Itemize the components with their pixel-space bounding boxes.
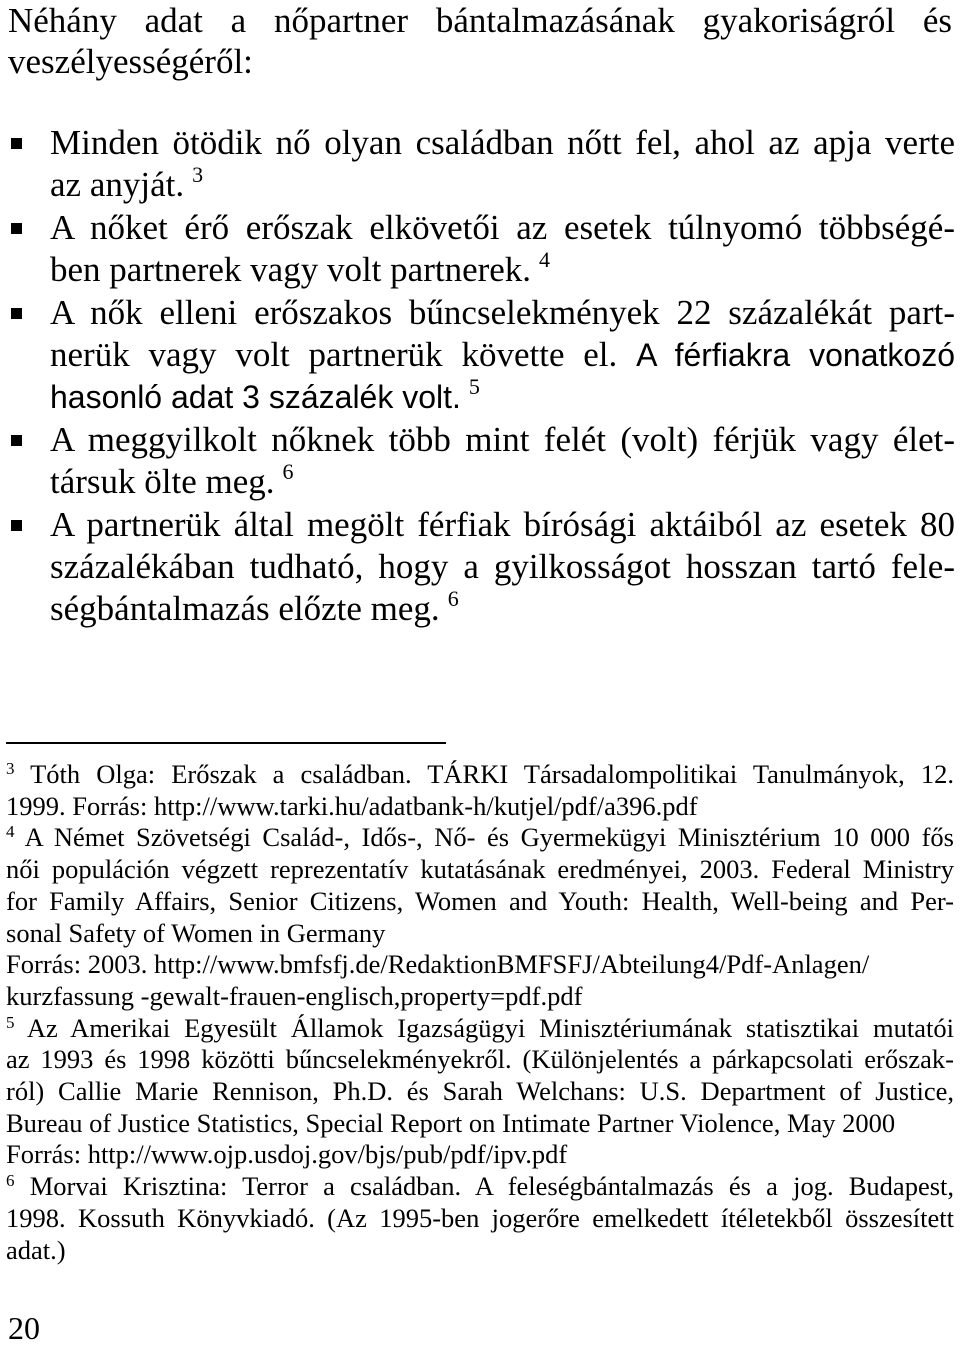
- item-line-text: nerük vagy volt partnerük követte el.: [50, 335, 618, 375]
- footnote-source-line: kurzfassung -gewalt-frauen-englisch,property=pdf.pdf: [6, 980, 583, 1011]
- footnote-line: sonal Safety of Women in Germany: [6, 917, 386, 948]
- footnote-line: 1999. Forrás: http://www.tarki.hu/adatbank-h/kutjel/pdf/a396.pdf: [6, 790, 698, 821]
- square-bullet-icon: [11, 223, 22, 234]
- square-bullet-icon: [11, 138, 22, 149]
- footnote-line: [6, 1171, 954, 1203]
- item-line: A partnerük által megölt férfiak bírósági aktáiból az esetek 80: [50, 504, 955, 544]
- intro-line: veszélyességéről:: [8, 42, 253, 81]
- footnote-number: 6: [6, 1171, 15, 1191]
- footnote-separator: [6, 742, 446, 744]
- footnote-reference: 6: [282, 459, 294, 485]
- footnote-line: 1998. Kossuth Könyvkiadó. (Az 1995-ben jogerőre emelkedett ítéletekből összesített: [6, 1202, 954, 1233]
- item-line: A nőket érő erőszak elkövetői az esetek túlnyomó többségé-: [50, 207, 955, 247]
- item-line: [50, 376, 955, 418]
- item-line-text: az anyját.: [50, 165, 185, 205]
- footnote-line: [6, 759, 954, 791]
- footnote-line: női populáción végzett reprezentatív kutatásának eredményei, 2003. Federal Ministry: [6, 854, 954, 885]
- item-line-text-sans: A férfiakra vonatkozó: [636, 337, 955, 374]
- footnotes: [6, 759, 954, 1266]
- footnote: [6, 1171, 954, 1266]
- footnote-line: adat.): [6, 1234, 66, 1265]
- item-line-text: ségbántalmazás előzte meg.: [50, 589, 440, 629]
- item-line: A meggyilkolt nőknek több mint felét (volt) férjük vagy élet-: [50, 419, 955, 459]
- footnote-line: az 1993 és 1998 közötti bűncselekményekről. (Különjelentés a párkapcsolati erőszak-: [6, 1044, 954, 1075]
- footnote-line-text: Morvai Krisztina: Terror a családban. A feleségbántalmazás és a jog. Budapest,: [29, 1171, 955, 1202]
- square-bullet-icon: [11, 520, 22, 531]
- item-line-text: ben partnerek vagy volt partnerek.: [50, 250, 532, 290]
- footnote: [6, 822, 954, 1012]
- intro-line: Néhány adat a nőpartner bántalmazásának gyakoriságról és: [8, 1, 952, 40]
- footnote-line: for Family Affairs, Senior Citizens, Women and Youth: Health, Well-being and Per-: [6, 885, 954, 916]
- footnote-line-text: Az Amerikai Egyesült Államok Igazságügyi Minisztériumának statisztikai mutatói: [26, 1012, 954, 1043]
- footnote-line-text: A Német Szövetségi Család-, Idős-, Nő- és Gyermekügyi Minisztérium 10 000 fős: [24, 822, 954, 853]
- footnote-number: 5: [6, 1012, 15, 1032]
- square-bullet-icon: [11, 435, 22, 446]
- item-line: [50, 164, 955, 206]
- list-item: [50, 292, 955, 419]
- list-item: [50, 122, 955, 207]
- list-item: [50, 419, 955, 504]
- footnote: [6, 1013, 954, 1172]
- item-line-text-sans: hasonló adat 3 százalék volt.: [50, 379, 461, 416]
- footnote-line: [6, 822, 954, 854]
- item-line-text: társuk ölte meg.: [50, 462, 275, 502]
- footnote-reference: 5: [468, 374, 480, 400]
- item-line: [50, 249, 955, 291]
- intro-paragraph: [8, 0, 952, 82]
- footnote-number: 4: [6, 822, 15, 842]
- item-line: A nők elleni erőszakos bűncselekmények 22 százalékát part-: [50, 292, 955, 332]
- page-number: 20: [8, 1310, 40, 1346]
- footnote-source-line: Forrás: 2003. http://www.bmfsfj.de/RedaktionBMFSFJ/Abteilung4/Pdf-Anlagen/: [6, 949, 870, 980]
- footnote: [6, 759, 954, 822]
- footnote-reference: 4: [539, 247, 551, 273]
- footnote-line: ról) Callie Marie Rennison, Ph.D. és Sarah Welchans: U.S. Department of Justice,: [6, 1076, 954, 1107]
- footnote-reference: 6: [447, 586, 459, 612]
- footnote-source-line: Forrás: http://www.ojp.usdoj.gov/bjs/pub/pdf/ipv.pdf: [6, 1139, 568, 1170]
- footnote-line: [6, 1013, 954, 1045]
- footnote-line: Bureau of Justice Statistics, Special Report on Intimate Partner Violence, May 2000: [6, 1107, 896, 1138]
- item-line: [50, 461, 955, 503]
- footnote-reference: 3: [192, 162, 204, 188]
- item-line: Minden ötödik nő olyan családban nőtt fel, ahol az apja verte: [50, 123, 955, 162]
- statistics-list: [50, 122, 955, 631]
- item-line: százalékában tudható, hogy a gyilkosságot hosszan tartó fele-: [50, 547, 955, 587]
- list-item: [50, 504, 955, 631]
- item-line: [50, 588, 955, 630]
- footnote-line-text: Tóth Olga: Erőszak a családban. TÁRKI Társadalompolitikai Tanulmányok, 12.: [30, 759, 955, 789]
- footnote-number: 3: [6, 759, 15, 778]
- item-line: [50, 334, 955, 376]
- square-bullet-icon: [11, 308, 22, 319]
- list-item: [50, 207, 955, 292]
